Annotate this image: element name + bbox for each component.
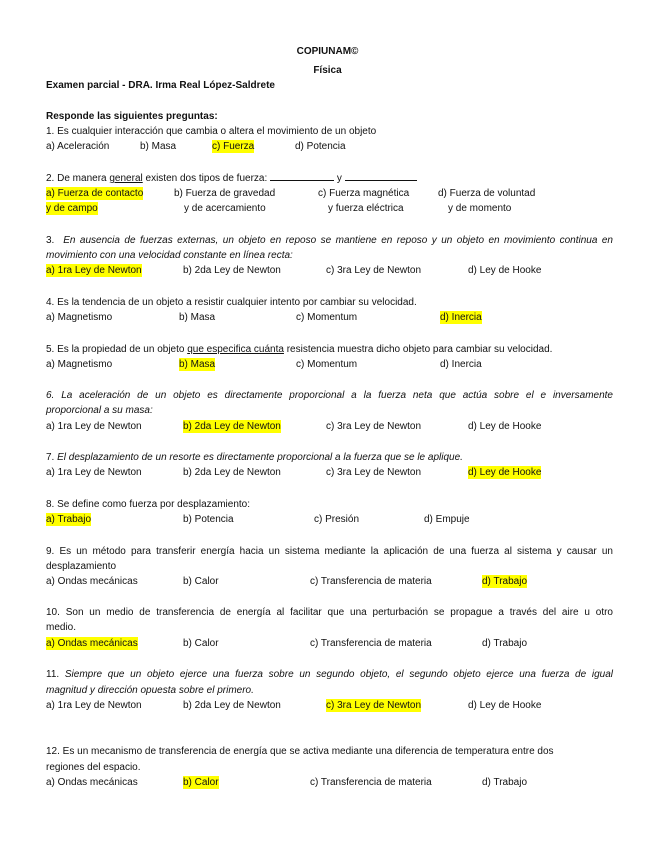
- q2-option-d-line2: y de momento: [448, 203, 512, 214]
- q6-option-b-answer: b) 2da Ley de Newton: [183, 421, 281, 432]
- question-5-text: [46, 343, 552, 356]
- q7-option-d-answer: d) Ley de Hooke: [468, 467, 542, 478]
- q10-option-b: b) Calor: [183, 638, 219, 649]
- question-11-line1: [46, 668, 613, 681]
- question-6-line2: proporcional a su masa:: [46, 405, 153, 416]
- q7-option-a: a) 1ra Ley de Newton: [46, 467, 142, 478]
- q5-option-c: c) Momentum: [296, 359, 358, 370]
- question-10-line2: medio.: [46, 622, 77, 633]
- q9-option-d-answer: d) Trabajo: [482, 576, 528, 587]
- q5-option-b-answer: b) Masa: [179, 359, 216, 370]
- q4-option-b: b) Masa: [179, 312, 216, 323]
- q3-option-a-answer: a) 1ra Ley de Newton: [46, 265, 142, 276]
- q7-option-c: c) 3ra Ley de Newton: [326, 467, 422, 478]
- question-2-text: [46, 171, 417, 185]
- q11-option-c-answer: c) 3ra Ley de Newton: [326, 700, 422, 711]
- question-11-line2: magnitud y dirección opuesta sobre el primero.: [46, 685, 254, 696]
- question-9-line2: desplazamiento: [46, 561, 117, 572]
- doc-title: COPIUNAM©: [296, 46, 359, 57]
- question-4-text: 4. Es la tendencia de un objeto a resistir cualquier intento por cambiar su velocidad.: [46, 297, 417, 308]
- q8-option-d: d) Empuje: [424, 514, 470, 525]
- q3-num: 3.: [46, 235, 55, 246]
- q11-option-b: b) 2da Ley de Newton: [183, 700, 281, 711]
- question-1-text: 1. Es cualquier interacción que cambia o altera el movimiento de un objeto: [46, 126, 377, 137]
- q9-option-c: c) Transferencia de materia: [310, 576, 432, 587]
- question-8-text: 8. Se define como fuerza por desplazamiento:: [46, 499, 251, 510]
- q7-text-italic: El desplazamiento de un resorte es directamente proporcional a la fuerza que se le aplique.: [57, 452, 463, 463]
- question-3-line1: [46, 234, 613, 247]
- q8-option-b: b) Potencia: [183, 514, 234, 525]
- q2-option-c: c) Fuerza magnética: [318, 188, 410, 199]
- q5-pre: 5. Es la propiedad de un objeto: [46, 344, 188, 355]
- q2-and: y: [336, 173, 342, 184]
- q10-option-a-answer: a) Ondas mecánicas: [46, 638, 138, 649]
- q6-option-a: a) 1ra Ley de Newton: [46, 421, 142, 432]
- q1-option-c-answer: c) Fuerza: [212, 141, 255, 152]
- q1-option-a: a) Aceleración: [46, 141, 110, 152]
- q9-option-b: b) Calor: [183, 576, 219, 587]
- q9-option-a: a) Ondas mecánicas: [46, 576, 138, 587]
- q8-option-c: c) Presión: [314, 514, 360, 525]
- q11-option-a: a) 1ra Ley de Newton: [46, 700, 142, 711]
- q11-num: 11.: [46, 669, 60, 680]
- q2-option-a-answer: a) Fuerza de contacto: [46, 188, 144, 199]
- q7-option-b: b) 2da Ley de Newton: [183, 467, 281, 478]
- q2-option-d: d) Fuerza de voluntad: [438, 188, 536, 199]
- q8-option-a-answer: a) Trabajo: [46, 514, 92, 525]
- q4-option-c: c) Momentum: [296, 312, 358, 323]
- q5-option-a: a) Magnetismo: [46, 359, 113, 370]
- q3-option-c: c) 3ra Ley de Newton: [326, 265, 422, 276]
- q12-option-d: d) Trabajo: [482, 777, 528, 788]
- q3-option-b: b) 2da Ley de Newton: [183, 265, 281, 276]
- q7-num: 7.: [46, 452, 55, 463]
- q5-option-d: d) Inercia: [440, 359, 482, 370]
- question-9-line1: 9. Es un método para transferir energía hacia un sistema mediante la aplicación de una fuerza al sistema y causar un: [46, 546, 613, 557]
- q2-option-b: b) Fuerza de gravedad: [174, 188, 276, 199]
- q5-post: resistencia muestra dicho objeto para cambiar su velocidad.: [283, 344, 553, 355]
- q2-option-c-line2: y fuerza eléctrica: [328, 203, 404, 214]
- subject-title: Física: [313, 65, 342, 76]
- q3-line1-text: En ausencia de fuerzas externas, un objeto en reposo se mantiene en reposo y un objeto en movimiento continua en: [63, 235, 613, 246]
- q5-underlined: que especifica cuánta: [187, 344, 284, 355]
- q4-option-a: a) Magnetismo: [46, 312, 113, 323]
- q2-blank-2: [345, 171, 417, 181]
- q11-option-d: d) Ley de Hooke: [468, 700, 542, 711]
- q3-option-d: d) Ley de Hooke: [468, 265, 542, 276]
- question-12-line2: regiones del espacio.: [46, 762, 141, 773]
- q11-line1-text: Siempre que un objeto ejerce una fuerza sobre un segundo objeto, el segundo objeto ejerce una fuerza de igual: [64, 669, 613, 680]
- q12-option-c: c) Transferencia de materia: [310, 777, 432, 788]
- q2-option-b-line2: y de acercamiento: [184, 203, 266, 214]
- question-12-line1: 12. Es un mecanismo de transferencia de energía que se activa mediante una diferencia de temperatura entre dos: [46, 746, 554, 757]
- q2-underlined: general: [109, 173, 143, 184]
- q10-option-c: c) Transferencia de materia: [310, 638, 432, 649]
- q2-post: existen dos tipos de fuerza:: [142, 173, 268, 184]
- q10-option-d: d) Trabajo: [482, 638, 528, 649]
- question-6-line1: 6. La aceleración de un objeto es directamente proporcional a la fuerza neta que actúa sobre el e inversamente: [46, 390, 613, 401]
- question-7-text: [46, 451, 463, 464]
- question-10-line1: 10. Son un medio de transferencia de energía al facilitar que una perturbación se propague a través del aire u otro: [46, 607, 613, 618]
- q1-option-d: d) Potencia: [295, 141, 346, 152]
- q1-option-b: b) Masa: [140, 141, 177, 152]
- q6-option-d: d) Ley de Hooke: [468, 421, 542, 432]
- question-3-line2: movimiento con una velocidad constante en línea recta:: [46, 250, 293, 261]
- q2-option-a-line2: y de campo: [46, 203, 98, 214]
- exam-heading: Examen parcial - DRA. Irma Real López-Saldrete: [46, 80, 275, 91]
- q4-option-d-answer: d) Inercia: [440, 312, 482, 323]
- q12-option-b-answer: b) Calor: [183, 777, 219, 788]
- instructions: Responde las siguientes preguntas:: [46, 111, 218, 122]
- q2-blank-1: [270, 171, 334, 181]
- q2-pre: 2. De manera: [46, 173, 110, 184]
- q6-option-c: c) 3ra Ley de Newton: [326, 421, 422, 432]
- q12-option-a: a) Ondas mecánicas: [46, 777, 138, 788]
